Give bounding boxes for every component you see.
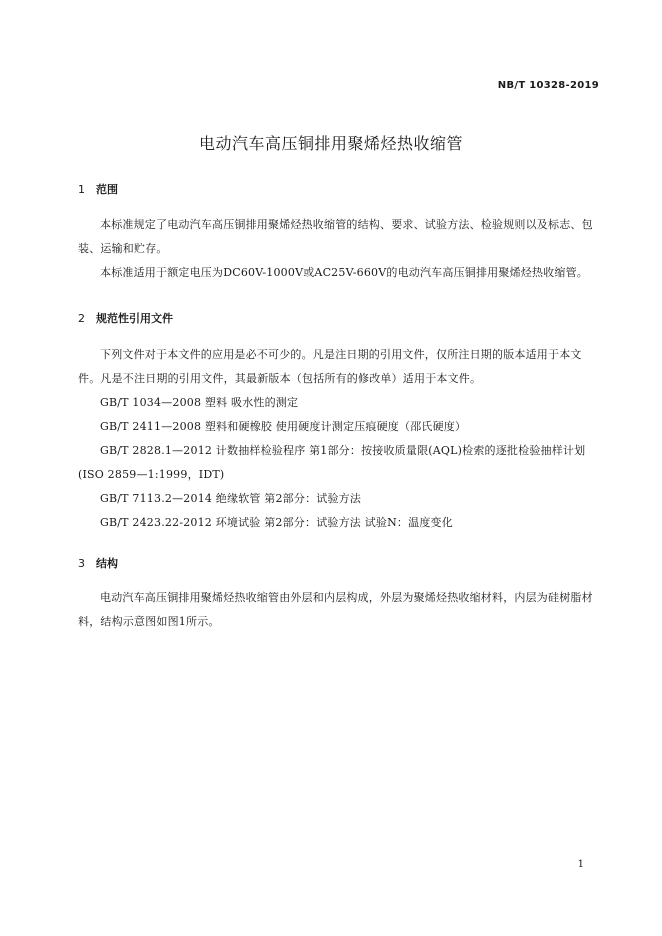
reference-item: GB/T 1034—2008 塑料 吸水性的测定 xyxy=(100,396,299,409)
paragraph: 本标准适用于额定电压为DC60V-1000V或AC25V-660V的电动汽车高压铜排用聚烯烃热收缩管。 xyxy=(100,266,588,279)
section-number: 1 xyxy=(78,183,85,196)
section-heading-structure xyxy=(78,555,118,571)
section-number: 3 xyxy=(78,557,85,570)
reference-item: GB/T 2828.1—2012 计数抽样检验程序 第1部分：按接收质量限(AQL)检索的逐批检验抽样计划(ISO 2859—1:1999，IDT) xyxy=(78,444,586,481)
paragraph: 本标准规定了电动汽车高压铜排用聚烯烃热收缩管的结构、要求、试验方法、检验规则以及标志、包装、运输和贮存。 xyxy=(78,218,593,255)
reference-item: GB/T 2423.22-2012 环境试验 第2部分：试验方法 试验N：温度变化 xyxy=(100,516,453,529)
section-heading-scope xyxy=(78,181,118,197)
document-code: NB/T 10328-2019 xyxy=(497,80,599,91)
section-title: 结构 xyxy=(96,557,118,570)
paragraph: 电动汽车高压铜排用聚烯烃热收缩管由外层和内层构成，外层为聚烯烃热收缩材料，内层为硅树脂材料，结构示意图如图1所示。 xyxy=(78,591,593,628)
paragraph: 下列文件对于本文件的应用是必不可少的。凡是注日期的引用文件，仅所注日期的版本适用于本文件。凡是不注日期的引用文件，其最新版本（包括所有的修改单）适用于本文件。 xyxy=(78,348,582,385)
section-heading-normative-references xyxy=(78,310,173,326)
reference-item: GB/T 2411—2008 塑料和硬橡胶 使用硬度计测定压痕硬度（邵氏硬度） xyxy=(100,420,467,433)
reference-item: GB/T 7113.2—2014 绝缘软管 第2部分：试验方法 xyxy=(100,492,362,505)
section-title: 规范性引用文件 xyxy=(96,312,173,325)
section-number: 2 xyxy=(78,312,85,325)
page-number: 1 xyxy=(577,859,584,870)
page-title: 电动汽车高压铜排用聚烯烃热收缩管 xyxy=(198,134,463,153)
section-title: 范围 xyxy=(96,183,118,196)
